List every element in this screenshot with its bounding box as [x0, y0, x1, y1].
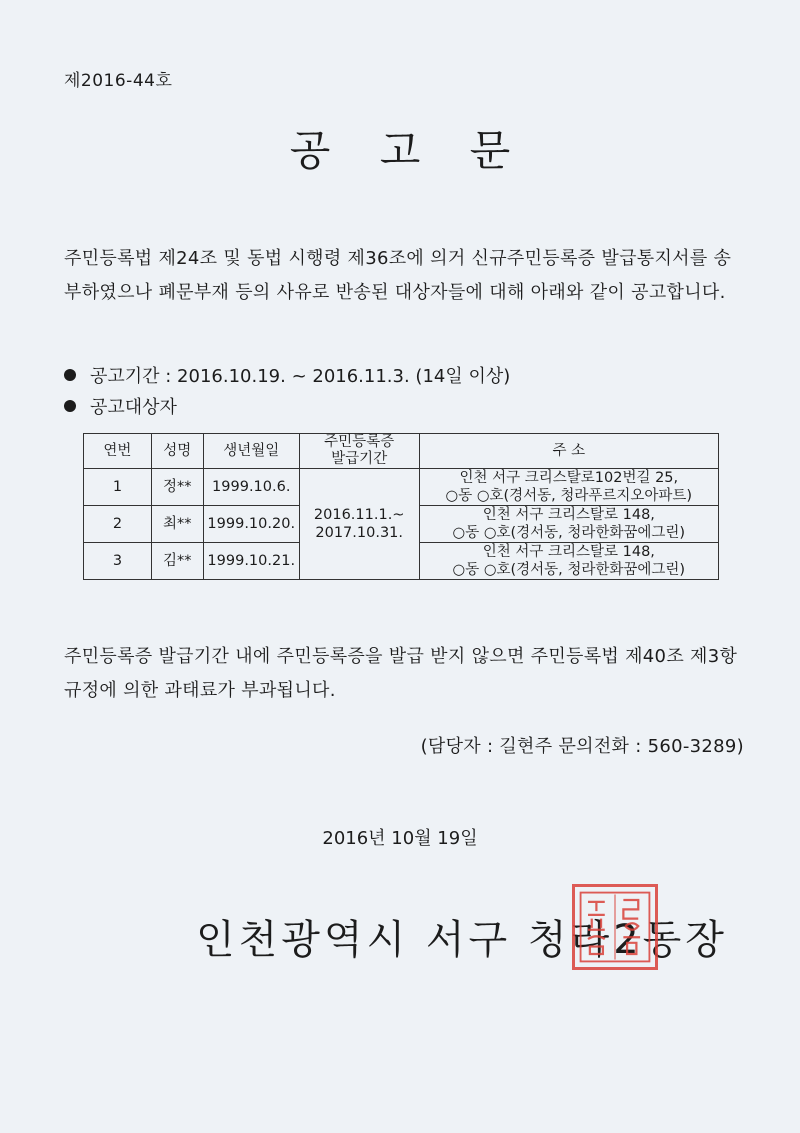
bullet-icon	[64, 369, 76, 381]
address-line2: ○동 ○호(경서동, 청라한화꿈에그린)	[452, 525, 686, 541]
cell-no: 3	[84, 543, 152, 580]
table-row	[84, 469, 719, 506]
contact-info: (담당자 : 길현주 문의전화 : 560-3289)	[420, 736, 744, 757]
address-line2: ○동 ○호(경서동, 청라푸르지오아파트)	[445, 488, 693, 504]
notice-period-item	[64, 363, 510, 391]
table-header-row	[84, 434, 719, 469]
header-period	[299, 434, 419, 469]
cell-birth: 1999.10.21.	[203, 543, 299, 580]
cell-address	[419, 469, 718, 506]
notice-targets-text: 공고대상자	[90, 397, 177, 418]
cell-birth: 1999.10.6.	[203, 469, 299, 506]
bullet-icon	[64, 400, 76, 412]
targets-table	[83, 433, 719, 580]
cell-name: 김**	[151, 543, 203, 580]
header-period-line1: 주민등록증	[324, 434, 395, 450]
document-number: 제2016-44호	[64, 71, 173, 91]
address-line2: ○동 ○호(경서동, 청라한화꿈에그린)	[452, 562, 686, 578]
header-address: 주 소	[419, 434, 718, 469]
cell-address	[419, 543, 718, 580]
cell-name: 최**	[151, 506, 203, 543]
header-birth: 생년월일	[203, 434, 299, 469]
notice-period-text: 공고기간 : 2016.10.19. ~ 2016.11.3. (14일 이상)	[90, 366, 511, 387]
issuer-name: 인천광역시 서구 청라2동장	[196, 917, 728, 963]
notice-targets-item	[64, 394, 177, 422]
official-seal-icon	[572, 884, 658, 970]
cell-name: 정**	[151, 469, 203, 506]
penalty-paragraph: 주민등록증 발급기간 내에 주민등록증을 발급 받지 않으면 주민등록법 제40조 제3항 규정에 의한 과태료가 부과됩니다.	[64, 646, 738, 701]
intro-paragraph: 주민등록법 제24조 및 동법 시행령 제36조에 의거 신규주민등록증 발급통지서를 송부하였으나 폐문부재 등의 사유로 반송된 대상자들에 대해 아래와 같이 공고합니다.	[64, 248, 732, 303]
address-line1: 인천 서구 크리스탈로 148,	[482, 507, 655, 523]
issue-period-line2: 2017.10.31.	[315, 525, 404, 541]
header-name: 성명	[151, 434, 203, 469]
address-line1: 인천 서구 크리스탈로 148,	[482, 544, 655, 560]
document-title: 공 고 문	[289, 126, 529, 175]
header-no: 연번	[84, 434, 152, 469]
cell-birth: 1999.10.20.	[203, 506, 299, 543]
header-period-line2: 발급기간	[331, 451, 388, 467]
issue-period-line1: 2016.11.1.~	[313, 507, 405, 523]
cell-issue-period	[299, 469, 419, 580]
cell-no: 1	[84, 469, 152, 506]
cell-no: 2	[84, 506, 152, 543]
cell-address	[419, 506, 718, 543]
notice-date: 2016년 10월 19일	[322, 828, 478, 849]
address-line1: 인천 서구 크리스탈로102번길 25,	[459, 470, 679, 486]
